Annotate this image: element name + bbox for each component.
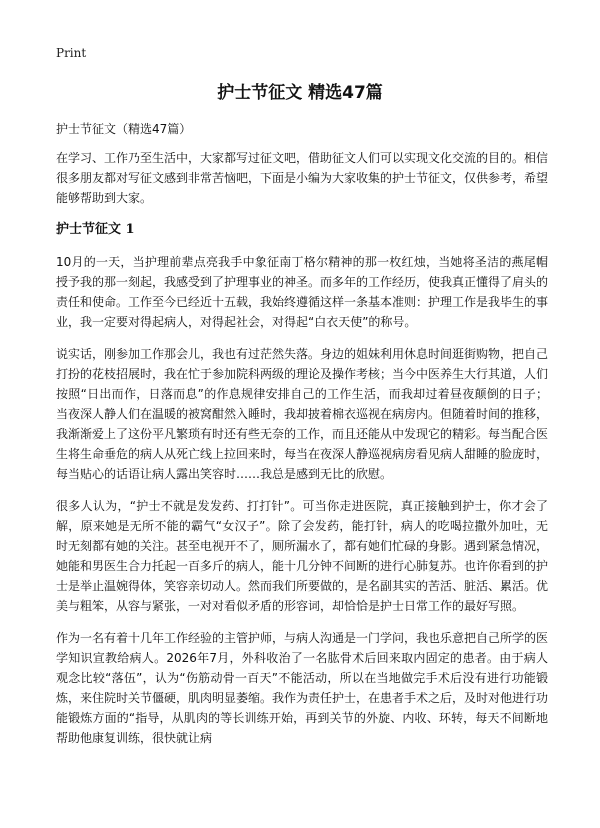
section-paragraph: 10月的一天，当护理前辈点亮我手中象征南丁格尔精神的那一枚红烛，当她将圣洁的燕尾帽授予我的那一刻起，我感受到了护理事业的神圣。而多年的工作经历，使我真正懂得了肩头的责任和使命。工作至今已经近十五载，我始终遵循这样一条基本准则：护理工作是我毕生的事业，我一定要对得起病人，对得起社会，对得起“白衣天使”的称号。 xyxy=(56,255,549,329)
section-paragraph: 作为一名有着十几年工作经验的主管护师，与病人沟通是一门学问，我也乐意把自己所学的医学知识宣教给病人。2026年7月，外科收治了一名肱骨术后回来取内固定的患者。由于病人观念比较“落伍”，认为“伤筋动骨一百天”不能活动，所以在当地做完手术后没有进行功能锻炼，来住院时关节僵硬，肌肉明显萎缩。我作为责任护士，在患者手术之后，及时对他进行功能锻炼方面的“指导，从肌肉的等长训练开始，再到关节的外旋、内收、环转，每天不间断地帮助他康复训练，很快就让病 xyxy=(56,631,549,745)
document-subtitle: 护士节征文（精选47篇） xyxy=(56,122,192,136)
document-title: 护士节征文 精选47篇 xyxy=(217,83,383,103)
section-paragraph: 说实话，刚参加工作那会儿，我也有过茫然失落。身边的姐妹利用休息时间逛街购物，把自己打扮的花枝招展时，我在忙于参加院科两级的理论及操作考核；当今中医养生大行其道，人们按照“日出而作，日落而息”的作息规律安排自己的工作生活，而我却过着昼夜颠倒的日子；当夜深人静人们在温暖的被窝酣然入睡时，我却披着棉衣巡视在病房内。但随着时间的推移，我渐渐爱上了这份平凡繁琐有时还有些无奈的工作，而且还能从中发现它的精彩。每当配合医生将生命垂危的病人从死亡线上拉回来时，每当在夜深人静巡视病房看见病人甜睡的脸庞时，每当贴心的话语让病人露出笑容时……我总是感到无比的欣慰。 xyxy=(56,347,549,481)
document-body xyxy=(56,120,548,760)
section-heading: 护士节征文 1 xyxy=(56,222,135,237)
print-link[interactable]: Print xyxy=(56,46,87,60)
section-paragraph: 很多人认为，“护士不就是发发药、打打针”。可当你走进医院，真正接触到护士，你才会了解，原来她是无所不能的霸气“女汉子”。除了会发药，能打针，病人的吃喝拉撒外加吐，无时无刻都有她的关注。甚至电视开不了，厕所漏水了，都有她们忙碌的身影。遇到紧急情况，她能和男医生合力托起一百多斤的病人，能十几分钟不间断的进行心肺复苏。也许你看到的护士是举止温婉得体，笑容亲切动人。然而我们所要做的，是名副其实的苦活、脏活、累活。优美与粗笨，从容与紧张，一对对看似矛盾的形容词，却恰恰是护士日常工作的最好写照。 xyxy=(56,499,549,613)
intro-paragraph: 在学习、工作乃至生活中，大家都写过征文吧，借助征文人们可以实现文化交流的目的。相信很多朋友都对写征文感到非常苦恼吧，下面是小编为大家收集的护士节征文，仅供参考，希望能够帮助到大家。 xyxy=(56,151,549,205)
section-1 xyxy=(56,220,548,748)
